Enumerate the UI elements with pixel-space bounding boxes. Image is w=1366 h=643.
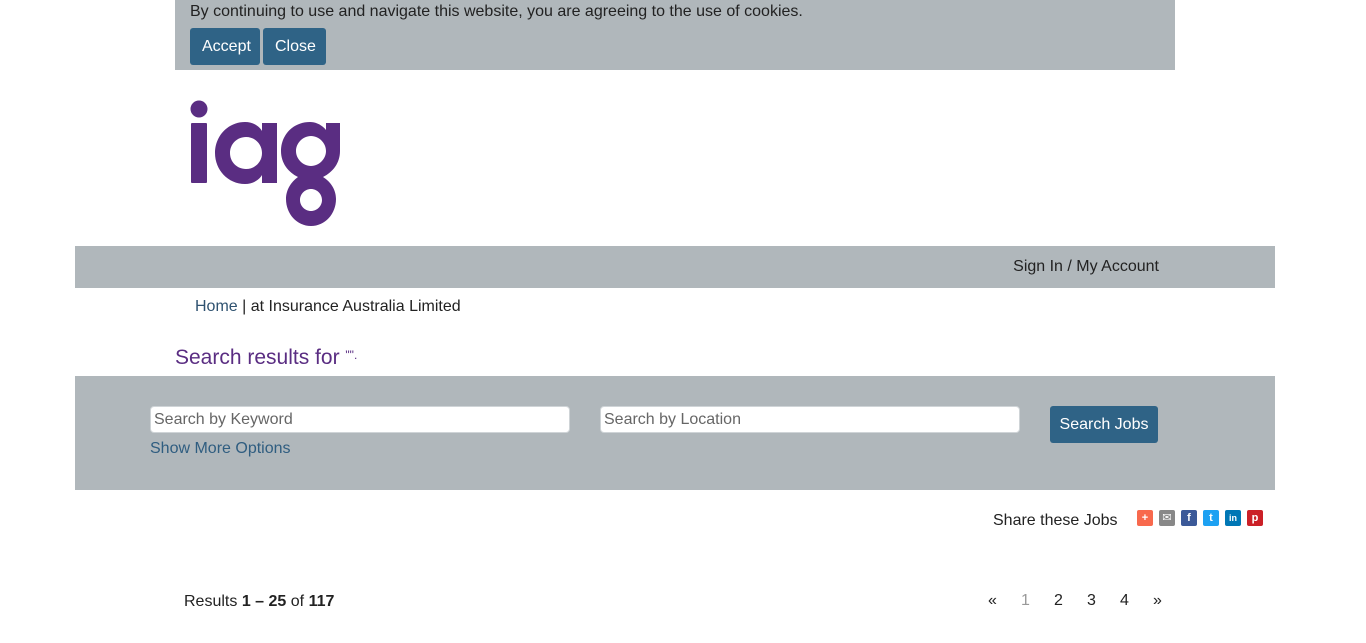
results-of: of xyxy=(290,593,305,610)
search-panel xyxy=(75,376,1275,490)
pinterest-icon[interactable]: p xyxy=(1247,510,1263,526)
breadcrumb-current: at Insurance Australia Limited xyxy=(250,298,461,315)
pagination-page-4[interactable]: 4 xyxy=(1120,592,1129,609)
sign-in-link[interactable]: Sign In / My Account xyxy=(1013,258,1159,275)
add-this-icon[interactable]: + xyxy=(1137,510,1153,526)
iag-logo[interactable] xyxy=(190,100,342,226)
breadcrumb-separator: | xyxy=(242,298,247,315)
share-icons xyxy=(1137,510,1263,526)
top-nav-bar xyxy=(75,246,1275,288)
pagination xyxy=(988,592,1186,610)
results-range-dash: – xyxy=(255,593,265,610)
pagination-page-1[interactable]: 1 xyxy=(1021,592,1030,609)
pagination-prev[interactable]: « xyxy=(988,592,997,609)
pagination-next[interactable]: » xyxy=(1153,592,1162,609)
breadcrumb-home-link[interactable]: Home xyxy=(195,298,238,315)
iag-logo-image xyxy=(190,100,342,226)
search-results-prefix: Search results for xyxy=(175,346,340,369)
linkedin-icon[interactable]: in xyxy=(1225,510,1241,526)
cookie-message: By continuing to use and navigate this website, you are agreeing to the use of cookies. xyxy=(190,3,803,20)
email-icon[interactable]: ✉ xyxy=(1159,510,1175,526)
results-range-start: 1 xyxy=(241,593,251,610)
breadcrumb xyxy=(195,298,461,316)
share-jobs-label: Share these Jobs xyxy=(993,512,1118,529)
results-total: 117 xyxy=(308,593,335,610)
search-query-text: "". xyxy=(345,348,358,362)
facebook-icon[interactable]: f xyxy=(1181,510,1197,526)
twitter-icon[interactable]: t xyxy=(1203,510,1219,526)
results-range-end: 25 xyxy=(268,593,287,610)
search-results-heading xyxy=(175,346,357,370)
results-label: Results xyxy=(184,593,238,610)
show-more-options-link[interactable]: Show More Options xyxy=(150,440,291,457)
pagination-page-2[interactable]: 2 xyxy=(1054,592,1063,609)
close-cookies-button[interactable]: Close xyxy=(263,28,326,65)
keyword-search-input[interactable] xyxy=(150,406,570,433)
pagination-page-3[interactable]: 3 xyxy=(1087,592,1096,609)
search-jobs-button[interactable]: Search Jobs xyxy=(1050,406,1158,443)
accept-cookies-button[interactable]: Accept xyxy=(190,28,260,65)
results-count xyxy=(184,593,334,611)
cookie-banner xyxy=(175,0,1175,70)
location-search-input[interactable] xyxy=(600,406,1020,433)
